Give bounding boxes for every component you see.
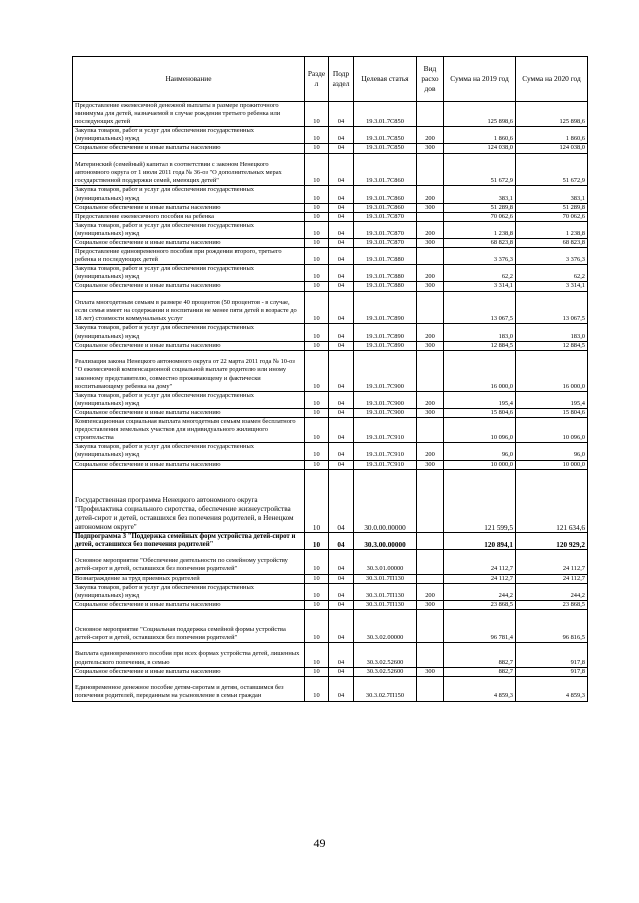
cell-sum-2019: 4 859,3 bbox=[444, 676, 516, 701]
cell-sum-2020: 24 112,7 bbox=[516, 574, 588, 583]
cell-razdel: 10 bbox=[305, 144, 329, 153]
table-row bbox=[73, 248, 588, 265]
cell-razdel: 10 bbox=[305, 265, 329, 282]
cell-name: Закупка товаров, работ и услуг для обеспечения государственных (муниципальных) нужд bbox=[73, 221, 305, 238]
cell-sum-2019: 70 062,6 bbox=[444, 212, 516, 221]
table-row bbox=[73, 642, 588, 667]
table-row bbox=[73, 583, 588, 600]
table-row bbox=[73, 391, 588, 408]
cell-razdel: 10 bbox=[305, 418, 329, 443]
table-row bbox=[73, 341, 588, 350]
cell-sum-2019: 3 376,3 bbox=[444, 248, 516, 265]
cell-name: Предоставление единовременного пособия при рождении второго, третьего ребенка и последующих детей bbox=[73, 248, 305, 265]
cell-vid bbox=[417, 102, 444, 127]
cell-razdel: 10 bbox=[305, 443, 329, 460]
table-row bbox=[73, 127, 588, 144]
cell-podrazdel: 04 bbox=[329, 460, 354, 469]
table-row bbox=[73, 469, 588, 532]
cell-sum-2019: 68 823,8 bbox=[444, 239, 516, 248]
cell-podrazdel: 04 bbox=[329, 239, 354, 248]
cell-name: Основное мероприятие "Социальная поддержка семейной формы устройства детей-сирот и детей, оставшихся без попечения родителей" bbox=[73, 609, 305, 642]
table-row bbox=[73, 609, 588, 642]
cell-target-code: 19.3.01.7С890 bbox=[354, 291, 417, 324]
cell-sum-2020: 244,2 bbox=[516, 583, 588, 600]
table-row bbox=[73, 221, 588, 238]
cell-target-code: 30.3.02.7П150 bbox=[354, 676, 417, 701]
cell-name: Предоставление ежемесячного пособия на ребенка bbox=[73, 212, 305, 221]
cell-sum-2019: 13 067,5 bbox=[444, 291, 516, 324]
cell-razdel: 10 bbox=[305, 408, 329, 417]
cell-sum-2020: 183,0 bbox=[516, 324, 588, 341]
cell-razdel: 10 bbox=[305, 549, 329, 574]
cell-razdel: 10 bbox=[305, 574, 329, 583]
cell-sum-2019: 120 894,1 bbox=[444, 532, 516, 549]
table-row bbox=[73, 144, 588, 153]
cell-target-code: 30.3.02.52600 bbox=[354, 667, 417, 676]
cell-sum-2020: 51 672,9 bbox=[516, 153, 588, 186]
cell-sum-2019: 882,7 bbox=[444, 642, 516, 667]
cell-podrazdel: 04 bbox=[329, 583, 354, 600]
cell-razdel: 10 bbox=[305, 391, 329, 408]
cell-sum-2020: 24 112,7 bbox=[516, 549, 588, 574]
cell-sum-2019: 10 096,0 bbox=[444, 418, 516, 443]
cell-name: Единовременное денежное пособие детям-сиротам и детям, оставшимся без попечения родителей, переданным на усыновление в семьи граждан bbox=[73, 676, 305, 701]
header-vid: Вид расхо дов bbox=[417, 57, 444, 102]
cell-podrazdel: 04 bbox=[329, 341, 354, 350]
cell-vid: 300 bbox=[417, 667, 444, 676]
cell-podrazdel: 04 bbox=[329, 391, 354, 408]
cell-target-code: 19.3.01.7С860 bbox=[354, 186, 417, 203]
cell-name: Реализация закона Ненецкого автономного округа от 22 марта 2011 года № 10-оз "О ежемесячной компенсационной социальной выплате родителю или иному законному представителю, совместно проживающему и фактически воспитывающему ребенка на дому" bbox=[73, 350, 305, 391]
cell-sum-2019: 96,0 bbox=[444, 443, 516, 460]
cell-vid: 300 bbox=[417, 203, 444, 212]
cell-razdel: 10 bbox=[305, 127, 329, 144]
cell-sum-2020: 3 376,3 bbox=[516, 248, 588, 265]
cell-target-code: 19.3.01.7С860 bbox=[354, 203, 417, 212]
cell-sum-2020: 10 096,0 bbox=[516, 418, 588, 443]
cell-target-code: 19.3.01.7С850 bbox=[354, 144, 417, 153]
cell-sum-2020: 12 884,5 bbox=[516, 341, 588, 350]
cell-target-code: 19.3.01.7С850 bbox=[354, 127, 417, 144]
cell-razdel: 10 bbox=[305, 532, 329, 549]
cell-vid: 200 bbox=[417, 324, 444, 341]
cell-target-code: 19.3.01.7С880 bbox=[354, 282, 417, 291]
cell-razdel: 10 bbox=[305, 153, 329, 186]
cell-vid: 200 bbox=[417, 265, 444, 282]
table-row bbox=[73, 186, 588, 203]
table-row bbox=[73, 676, 588, 701]
cell-name: Социальное обеспечение и иные выплаты населению bbox=[73, 460, 305, 469]
cell-target-code: 30.3.00.00000 bbox=[354, 532, 417, 549]
cell-target-code: 19.3.01.7С890 bbox=[354, 341, 417, 350]
table-row bbox=[73, 549, 588, 574]
cell-name: Подпрограмма 3 "Поддержка семейных форм устройства детей-сирот и детей, оставшихся без попечения родителей" bbox=[73, 532, 305, 549]
cell-sum-2019: 16 000,0 bbox=[444, 350, 516, 391]
cell-vid bbox=[417, 291, 444, 324]
cell-razdel: 10 bbox=[305, 282, 329, 291]
cell-sum-2020: 62,2 bbox=[516, 265, 588, 282]
table-row bbox=[73, 667, 588, 676]
cell-razdel: 10 bbox=[305, 341, 329, 350]
cell-sum-2020: 13 067,5 bbox=[516, 291, 588, 324]
cell-vid bbox=[417, 212, 444, 221]
cell-podrazdel: 04 bbox=[329, 469, 354, 532]
table-row bbox=[73, 532, 588, 549]
cell-target-code: 19.3.01.7С910 bbox=[354, 443, 417, 460]
table-row bbox=[73, 350, 588, 391]
cell-name: Социальное обеспечение и иные выплаты населению bbox=[73, 144, 305, 153]
table-row bbox=[73, 443, 588, 460]
cell-podrazdel: 04 bbox=[329, 203, 354, 212]
header-razdel: Разде л bbox=[305, 57, 329, 102]
table-row bbox=[73, 291, 588, 324]
cell-target-code: 19.3.01.7С860 bbox=[354, 153, 417, 186]
cell-sum-2019: 124 038,0 bbox=[444, 144, 516, 153]
cell-target-code: 19.3.01.7С900 bbox=[354, 391, 417, 408]
header-name: Наименование bbox=[73, 57, 305, 102]
cell-vid: 300 bbox=[417, 282, 444, 291]
cell-target-code: 30.3.01.7П130 bbox=[354, 574, 417, 583]
cell-razdel: 10 bbox=[305, 676, 329, 701]
cell-name: Закупка товаров, работ и услуг для обеспечения государственных (муниципальных) нужд bbox=[73, 583, 305, 600]
cell-name: Закупка товаров, работ и услуг для обеспечения государственных (муниципальных) нужд bbox=[73, 443, 305, 460]
cell-sum-2020: 70 062,6 bbox=[516, 212, 588, 221]
cell-podrazdel: 04 bbox=[329, 291, 354, 324]
cell-name: Социальное обеспечение и иные выплаты населению bbox=[73, 667, 305, 676]
cell-name: Основное мероприятие "Обеспечение деятельности по семейному устройству детей-сирот и детей, оставшихся без попечения родителей" bbox=[73, 549, 305, 574]
cell-razdel: 10 bbox=[305, 460, 329, 469]
cell-target-code: 30.3.01.00000 bbox=[354, 549, 417, 574]
cell-target-code: 19.3.01.7С910 bbox=[354, 418, 417, 443]
cell-target-code: 19.3.01.7С880 bbox=[354, 265, 417, 282]
cell-sum-2020: 3 314,1 bbox=[516, 282, 588, 291]
cell-target-code: 30.3.01.7П130 bbox=[354, 600, 417, 609]
cell-sum-2019: 195,4 bbox=[444, 391, 516, 408]
cell-vid: 200 bbox=[417, 391, 444, 408]
table-row bbox=[73, 574, 588, 583]
cell-sum-2019: 882,7 bbox=[444, 667, 516, 676]
table-row bbox=[73, 282, 588, 291]
cell-podrazdel: 04 bbox=[329, 609, 354, 642]
cell-name: Социальное обеспечение и иные выплаты населению bbox=[73, 341, 305, 350]
cell-podrazdel: 04 bbox=[329, 102, 354, 127]
cell-podrazdel: 04 bbox=[329, 667, 354, 676]
cell-sum-2020: 68 823,8 bbox=[516, 239, 588, 248]
cell-sum-2020: 124 038,0 bbox=[516, 144, 588, 153]
cell-name: Закупка товаров, работ и услуг для обеспечения государственных (муниципальных) нужд bbox=[73, 186, 305, 203]
cell-vid: 200 bbox=[417, 583, 444, 600]
cell-sum-2019: 383,1 bbox=[444, 186, 516, 203]
cell-sum-2019: 15 804,6 bbox=[444, 408, 516, 417]
table-row bbox=[73, 600, 588, 609]
table-row bbox=[73, 460, 588, 469]
cell-vid: 300 bbox=[417, 460, 444, 469]
cell-target-code: 19.3.01.7С870 bbox=[354, 212, 417, 221]
cell-sum-2019: 244,2 bbox=[444, 583, 516, 600]
cell-name: Предоставление ежемесячной денежной выплаты в размере прожиточного минимума для детей, назначаемой в случае рождения третьего ребенка или последующих детей bbox=[73, 102, 305, 127]
cell-name: Государственная программа Ненецкого автономного округа "Профилактика социального сиротства, обеспечение жизнеустройства детей-сирот и детей, оставшихся без попечения родителей, в Ненецком автономном округе" bbox=[73, 469, 305, 532]
cell-vid: 200 bbox=[417, 443, 444, 460]
cell-sum-2020: 1 238,8 bbox=[516, 221, 588, 238]
cell-sum-2020: 10 000,0 bbox=[516, 460, 588, 469]
cell-sum-2020: 917,8 bbox=[516, 667, 588, 676]
cell-sum-2020: 383,1 bbox=[516, 186, 588, 203]
cell-sum-2019: 96 781,4 bbox=[444, 609, 516, 642]
header-podrazdel: Подр аздел bbox=[329, 57, 354, 102]
cell-target-code: 30.3.01.7П130 bbox=[354, 583, 417, 600]
cell-sum-2019: 24 112,7 bbox=[444, 574, 516, 583]
cell-name: Социальное обеспечение и иные выплаты населению bbox=[73, 239, 305, 248]
budget-table bbox=[72, 56, 588, 702]
cell-vid: 300 bbox=[417, 144, 444, 153]
cell-sum-2019: 183,0 bbox=[444, 324, 516, 341]
cell-sum-2019: 24 112,7 bbox=[444, 549, 516, 574]
cell-vid bbox=[417, 153, 444, 186]
cell-podrazdel: 04 bbox=[329, 127, 354, 144]
cell-vid: 200 bbox=[417, 127, 444, 144]
cell-razdel: 10 bbox=[305, 324, 329, 341]
cell-podrazdel: 04 bbox=[329, 186, 354, 203]
cell-vid: 300 bbox=[417, 600, 444, 609]
cell-target-code: 30.0.00.00000 bbox=[354, 469, 417, 532]
cell-razdel: 10 bbox=[305, 642, 329, 667]
cell-target-code: 19.3.01.7С910 bbox=[354, 460, 417, 469]
cell-sum-2020: 51 289,8 bbox=[516, 203, 588, 212]
cell-target-code: 30.3.02.52600 bbox=[354, 642, 417, 667]
cell-podrazdel: 04 bbox=[329, 324, 354, 341]
cell-target-code: 19.3.01.7С850 bbox=[354, 102, 417, 127]
cell-razdel: 10 bbox=[305, 248, 329, 265]
header-target: Целевая статья bbox=[354, 57, 417, 102]
cell-podrazdel: 04 bbox=[329, 350, 354, 391]
cell-name: Социальное обеспечение и иные выплаты населению bbox=[73, 408, 305, 417]
cell-podrazdel: 04 bbox=[329, 532, 354, 549]
cell-vid: 200 bbox=[417, 221, 444, 238]
cell-sum-2019: 23 868,5 bbox=[444, 600, 516, 609]
table-row bbox=[73, 102, 588, 127]
cell-podrazdel: 04 bbox=[329, 265, 354, 282]
cell-target-code: 19.3.01.7С870 bbox=[354, 239, 417, 248]
cell-podrazdel: 04 bbox=[329, 418, 354, 443]
cell-podrazdel: 04 bbox=[329, 153, 354, 186]
cell-vid bbox=[417, 248, 444, 265]
cell-razdel: 10 bbox=[305, 291, 329, 324]
header-sum-2020: Сумма на 2020 год bbox=[516, 57, 588, 102]
cell-vid bbox=[417, 532, 444, 549]
cell-sum-2019: 125 898,6 bbox=[444, 102, 516, 127]
cell-razdel: 10 bbox=[305, 203, 329, 212]
cell-sum-2019: 12 884,5 bbox=[444, 341, 516, 350]
cell-sum-2020: 16 000,0 bbox=[516, 350, 588, 391]
cell-target-code: 30.3.02.00000 bbox=[354, 609, 417, 642]
cell-sum-2019: 1 238,8 bbox=[444, 221, 516, 238]
table-row bbox=[73, 212, 588, 221]
cell-vid bbox=[417, 642, 444, 667]
cell-razdel: 10 bbox=[305, 469, 329, 532]
cell-podrazdel: 04 bbox=[329, 642, 354, 667]
cell-name: Компенсационная социальная выплата многодетным семьям взамен бесплатного предоставления земельных участков для индивидуального жилищного строительства bbox=[73, 418, 305, 443]
cell-sum-2020: 121 634,6 bbox=[516, 469, 588, 532]
cell-sum-2020: 120 929,2 bbox=[516, 532, 588, 549]
cell-vid bbox=[417, 609, 444, 642]
cell-sum-2019: 10 000,0 bbox=[444, 460, 516, 469]
cell-target-code: 19.3.01.7С900 bbox=[354, 408, 417, 417]
table-row bbox=[73, 408, 588, 417]
cell-sum-2020: 125 898,6 bbox=[516, 102, 588, 127]
cell-vid: 200 bbox=[417, 186, 444, 203]
cell-sum-2020: 96,0 bbox=[516, 443, 588, 460]
cell-sum-2020: 195,4 bbox=[516, 391, 588, 408]
cell-podrazdel: 04 bbox=[329, 144, 354, 153]
cell-target-code: 19.3.01.7С870 bbox=[354, 221, 417, 238]
cell-sum-2020: 96 816,5 bbox=[516, 609, 588, 642]
cell-razdel: 10 bbox=[305, 239, 329, 248]
cell-target-code: 19.3.01.7С900 bbox=[354, 350, 417, 391]
cell-sum-2020: 15 804,6 bbox=[516, 408, 588, 417]
cell-name: Социальное обеспечение и иные выплаты населению bbox=[73, 282, 305, 291]
cell-sum-2019: 121 599,5 bbox=[444, 469, 516, 532]
cell-razdel: 10 bbox=[305, 667, 329, 676]
cell-vid: 300 bbox=[417, 341, 444, 350]
cell-sum-2019: 1 860,6 bbox=[444, 127, 516, 144]
cell-name: Вознаграждение за труд приемных родителей bbox=[73, 574, 305, 583]
header-sum-2019: Сумма на 2019 год bbox=[444, 57, 516, 102]
cell-vid bbox=[417, 549, 444, 574]
table-row bbox=[73, 203, 588, 212]
cell-sum-2020: 917,8 bbox=[516, 642, 588, 667]
table-row bbox=[73, 324, 588, 341]
cell-name: Закупка товаров, работ и услуг для обеспечения государственных (муниципальных) нужд bbox=[73, 324, 305, 341]
cell-vid bbox=[417, 350, 444, 391]
cell-vid bbox=[417, 418, 444, 443]
cell-sum-2020: 1 860,6 bbox=[516, 127, 588, 144]
cell-podrazdel: 04 bbox=[329, 549, 354, 574]
cell-podrazdel: 04 bbox=[329, 600, 354, 609]
cell-podrazdel: 04 bbox=[329, 443, 354, 460]
table-row bbox=[73, 239, 588, 248]
table-row bbox=[73, 153, 588, 186]
table-row bbox=[73, 265, 588, 282]
cell-razdel: 10 bbox=[305, 609, 329, 642]
cell-podrazdel: 04 bbox=[329, 221, 354, 238]
page-number: 49 bbox=[313, 836, 326, 850]
cell-sum-2019: 51 289,8 bbox=[444, 203, 516, 212]
cell-name: Социальное обеспечение и иные выплаты населению bbox=[73, 203, 305, 212]
cell-razdel: 10 bbox=[305, 102, 329, 127]
cell-razdel: 10 bbox=[305, 221, 329, 238]
cell-sum-2020: 4 859,3 bbox=[516, 676, 588, 701]
table-row bbox=[73, 418, 588, 443]
cell-name: Оплата многодетным семьям в размере 40 процентов (50 процентов - в случае, если семья имеет на содержании и воспитании не менее пяти детей в возрасте до 18 лет) стоимости коммунальных услуг bbox=[73, 291, 305, 324]
cell-vid: 300 bbox=[417, 239, 444, 248]
cell-target-code: 19.3.01.7С880 bbox=[354, 248, 417, 265]
cell-sum-2020: 23 868,5 bbox=[516, 600, 588, 609]
cell-name: Закупка товаров, работ и услуг для обеспечения государственных (муниципальных) нужд bbox=[73, 265, 305, 282]
cell-podrazdel: 04 bbox=[329, 248, 354, 265]
cell-vid bbox=[417, 676, 444, 701]
cell-target-code: 19.3.01.7С890 bbox=[354, 324, 417, 341]
cell-podrazdel: 04 bbox=[329, 676, 354, 701]
cell-name: Закупка товаров, работ и услуг для обеспечения государственных (муниципальных) нужд bbox=[73, 391, 305, 408]
cell-razdel: 10 bbox=[305, 186, 329, 203]
cell-vid: 300 bbox=[417, 408, 444, 417]
cell-name: Социальное обеспечение и иные выплаты населению bbox=[73, 600, 305, 609]
cell-podrazdel: 04 bbox=[329, 282, 354, 291]
cell-name: Материнский (семейный) капитал в соответствии с законом Ненецкого автономного округа от 1 июля 2011 года № 36-оз "О дополнительных мерах государственной поддержки семей, имеющих детей" bbox=[73, 153, 305, 186]
cell-sum-2019: 51 672,9 bbox=[444, 153, 516, 186]
cell-razdel: 10 bbox=[305, 600, 329, 609]
cell-podrazdel: 04 bbox=[329, 408, 354, 417]
cell-razdel: 10 bbox=[305, 212, 329, 221]
table-header-row bbox=[73, 57, 588, 102]
cell-name: Закупка товаров, работ и услуг для обеспечения государственных (муниципальных) нужд bbox=[73, 127, 305, 144]
cell-sum-2019: 62,2 bbox=[444, 265, 516, 282]
cell-vid bbox=[417, 574, 444, 583]
cell-name: Выплата единовременного пособия при всех формах устройства детей, лишенных родительского попечения, в семью bbox=[73, 642, 305, 667]
cell-sum-2019: 3 314,1 bbox=[444, 282, 516, 291]
cell-vid bbox=[417, 469, 444, 532]
cell-razdel: 10 bbox=[305, 583, 329, 600]
cell-podrazdel: 04 bbox=[329, 212, 354, 221]
cell-razdel: 10 bbox=[305, 350, 329, 391]
cell-podrazdel: 04 bbox=[329, 574, 354, 583]
